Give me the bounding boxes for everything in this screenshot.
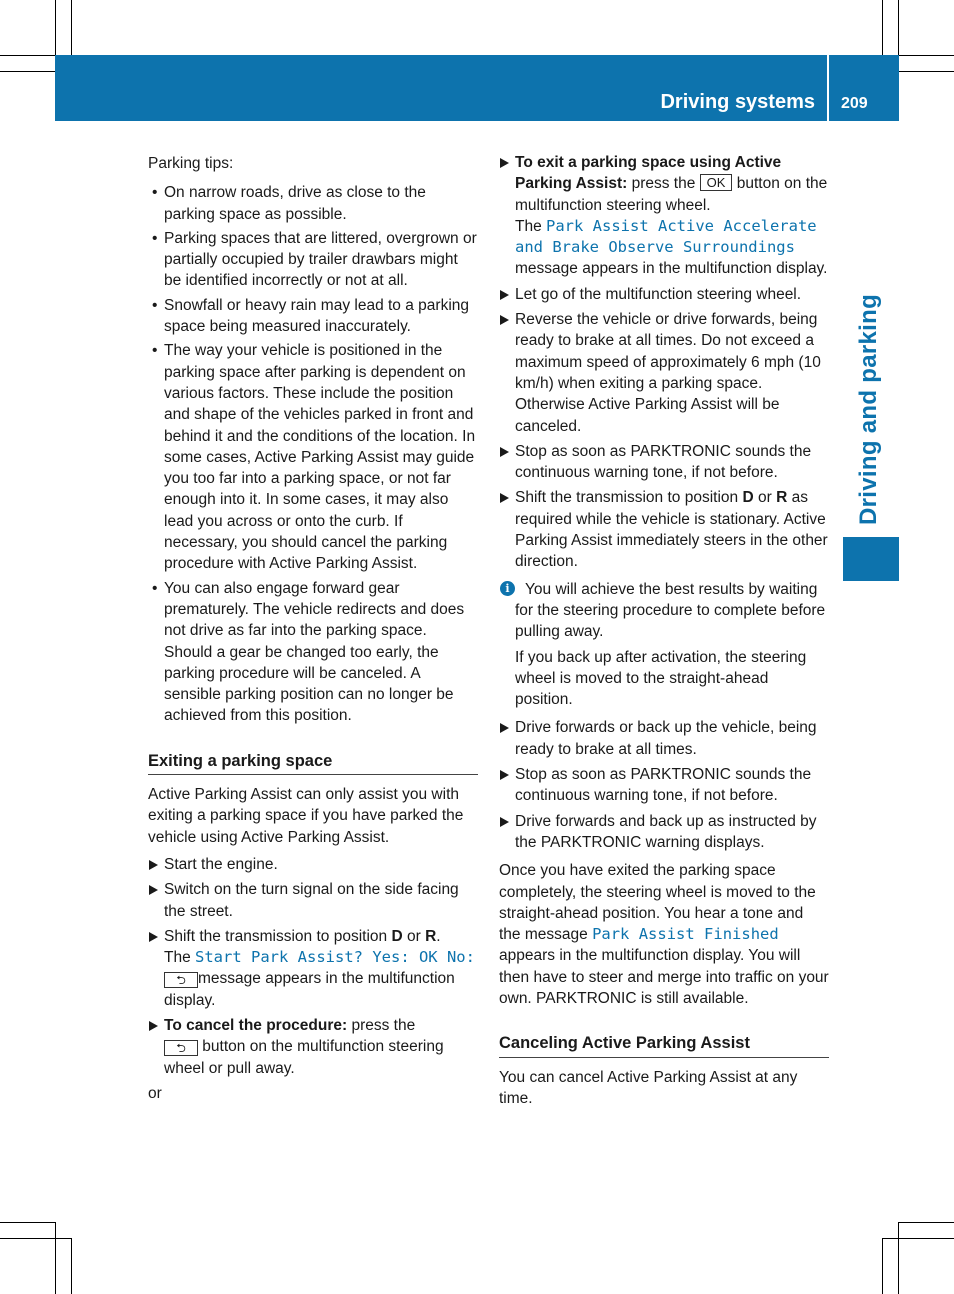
info-text: If you back up after activation, the steering wheel is moved to the straight-ahead position. — [515, 648, 807, 709]
step-item: Start the engine. — [148, 854, 478, 875]
display-message: Park Assist Finished — [592, 925, 779, 944]
back-key-icon: ⮌ — [164, 972, 198, 988]
crop-mark — [898, 71, 954, 72]
page-header — [55, 55, 899, 121]
crop-mark — [898, 1222, 899, 1294]
tip-item: • The way your vehicle is positioned in the parking space after parking is dependent on various factors. These include the position and shape of the vehicles parked in front and behind it and the conditions of the location. In some cases, Active Parking Assist may guide you too far into a parking space, or not far enough into it. In some cases, it may also lead you across or onto the curb. If necessary, you should cancel the parking procedure with Active Parking Assist. — [148, 340, 478, 574]
body-text: Once you have exited the parking space completely, the steering wheel is moved to the straight-ahead position. You hear a tone and the message — [499, 862, 816, 944]
header-divider — [827, 55, 829, 121]
crop-mark — [882, 0, 883, 56]
info-note — [499, 579, 829, 711]
display-message: Park Assist Active Accelerate and Brake Observe Surroundings — [515, 216, 817, 257]
exit-heading: Exiting a parking space — [148, 751, 478, 775]
step-text: as required while the vehicle is stationary. Active Parking Assist immediately steers in the other direction. — [515, 489, 828, 571]
step-text: message appears in the multifunction display. — [515, 260, 828, 278]
step-text: or — [402, 927, 426, 945]
step-text: The — [164, 949, 196, 967]
chapter-tab-label: Driving and parking — [855, 293, 882, 525]
crop-mark — [55, 1222, 56, 1294]
info-icon: i — [500, 581, 515, 596]
step-text: press the — [627, 175, 700, 193]
back-key-icon: ⮌ — [164, 1040, 198, 1056]
crop-mark — [71, 1238, 72, 1294]
step-item — [499, 487, 829, 572]
crop-mark — [0, 55, 56, 56]
gear-r: R — [776, 489, 788, 507]
step-item: Drive forwards and back up as instructed by the PARKTRONIC warning displays. — [499, 811, 829, 854]
step-text: . — [436, 927, 441, 945]
body-text: appears in the multifunction display. You will then have to steer and merge into traffic on your own. PARKTRONIC is still available. — [499, 947, 829, 1007]
crop-mark — [0, 1222, 56, 1223]
or-text: or — [148, 1084, 162, 1102]
crop-mark — [898, 55, 954, 56]
step-text: press the — [347, 1016, 416, 1034]
step-item — [148, 926, 478, 1011]
left-column — [148, 153, 478, 1104]
step-bold: To cancel the procedure: — [164, 1016, 348, 1034]
right-column — [499, 152, 829, 1109]
step-bold: To exit a parking space using Active Parking Assist: — [515, 154, 782, 193]
crop-mark — [55, 0, 56, 56]
tip-item: • On narrow roads, drive as close to the parking space as possible. — [148, 182, 478, 225]
cancel-text: You can cancel Active Parking Assist at any time. — [499, 1068, 798, 1107]
step-item: Drive forwards or back up the vehicle, being ready to brake at all times. — [499, 717, 829, 760]
crop-mark — [898, 1222, 954, 1223]
step-text: button on the multifunction steering wheel. — [515, 175, 828, 214]
step-text: or — [753, 489, 777, 507]
step-item: Switch on the turn signal on the side facing the street. — [148, 879, 478, 922]
step-text: Shift the transmission to position — [515, 489, 743, 507]
tip-item: • Parking spaces that are littered, overgrown or partially occupied by trailer drawbars might be identified incorrectly or not at all. — [148, 228, 478, 292]
step-item — [148, 1015, 478, 1079]
step-item: Stop as soon as PARKTRONIC sounds the continuous warning tone, if not before. — [499, 441, 829, 484]
info-text: You will achieve the best results by waiting for the steering procedure to complete before pulling away. — [515, 580, 826, 641]
gear-d: D — [742, 489, 754, 507]
section-title: Driving systems — [660, 91, 815, 113]
step-text: button on the multifunction steering wheel or pull away. — [164, 1038, 444, 1077]
step-text: The — [515, 217, 547, 235]
tip-item: • You can also engage forward gear prematurely. The vehicle redirects and does not drive as far into the parking space. Should a gear be changed too early, the parking procedure will be canceled. A sensible parking position can no longer be achieved from this position. — [148, 578, 478, 727]
display-message: Start Park Assist? Yes: OK No: — [195, 948, 475, 967]
gear-r: R — [425, 927, 437, 945]
step-item — [499, 152, 829, 280]
step-text: message appears in the multifunction display. — [164, 970, 455, 1009]
step-text: Shift the transmission to position — [164, 927, 392, 945]
crop-mark — [0, 71, 56, 72]
crop-mark — [0, 1238, 72, 1239]
exited-paragraph — [499, 860, 829, 1009]
page-number: 209 — [841, 95, 868, 112]
tips-intro: Parking tips: — [148, 155, 234, 172]
exit-intro: Active Parking Assist can only assist you with exiting a parking space if you have parked the vehicle using Active Parking Assist. — [148, 786, 464, 846]
crop-mark — [882, 1238, 954, 1239]
ok-key-icon: OK — [700, 174, 733, 191]
step-item: Stop as soon as PARKTRONIC sounds the continuous warning tone, if not before. — [499, 764, 829, 807]
step-item: Let go of the multifunction steering wheel. — [499, 284, 829, 305]
chapter-tab-marker — [843, 537, 899, 581]
crop-mark — [898, 0, 899, 56]
crop-mark — [71, 0, 72, 56]
crop-mark — [882, 1238, 883, 1294]
gear-d: D — [391, 927, 403, 945]
cancel-heading: Canceling Active Parking Assist — [499, 1033, 829, 1057]
step-item: Reverse the vehicle or drive forwards, being ready to brake at all times. Do not exceed a maximum speed of approximately 6 mph (10 km/h) when exiting a parking space. Otherwise Active Parking Assist will be canceled. — [499, 309, 829, 437]
tip-item: • Snowfall or heavy rain may lead to a parking space being measured inaccurately. — [148, 295, 478, 338]
